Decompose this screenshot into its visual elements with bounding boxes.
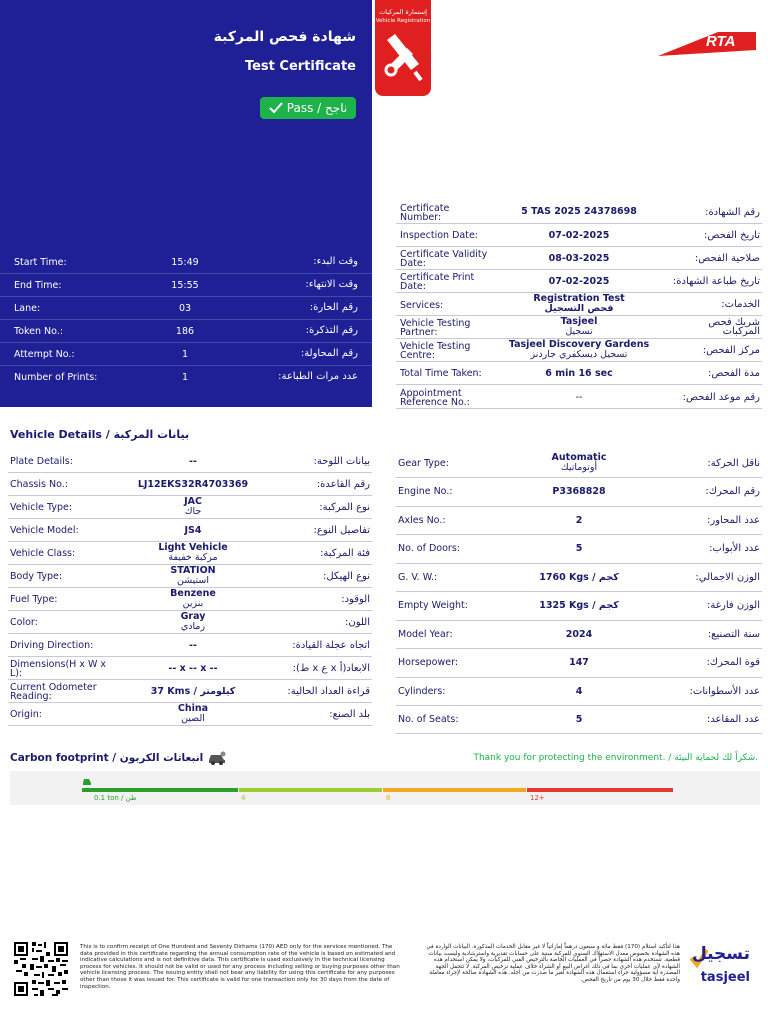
vehicle-row [396, 535, 762, 564]
time-row-label: Token No.: [14, 326, 64, 337]
vehicle-row-value: 147 [569, 657, 589, 668]
certificate-row-value: 5 TAS 2025 24378698 [521, 206, 637, 217]
vehicle-row-label: Empty Weight: [398, 600, 468, 611]
qr-code [14, 942, 68, 996]
vr-logo-text-ar: إستمارة المركبات [379, 8, 427, 16]
time-row-label-ar: رقم المحاولة: [300, 348, 358, 359]
time-row-label: Attempt No.: [14, 349, 75, 360]
vehicle-row-value: Light Vehicle [158, 542, 228, 553]
vehicle-row [8, 450, 372, 473]
certificate-row-label: Appointment Reference No.: [400, 388, 470, 408]
vehicle-row-value: 37 Kms / كيلومتر [150, 686, 236, 697]
time-row [0, 343, 372, 366]
vehicle-row [8, 565, 372, 588]
vehicle-row-label-ar: الوزن فارغة: [707, 600, 760, 611]
vehicle-row [396, 649, 762, 678]
vehicle-details-heading: Vehicle Details / بيانات المركبة [10, 428, 190, 441]
vehicle-row-label-ar: عدد الأبواب: [709, 543, 760, 554]
rta-logo [658, 26, 758, 58]
certificate-info-table [396, 200, 762, 409]
vehicle-row-value: 5 [575, 543, 583, 554]
vehicle-row-value: JS4 [184, 525, 202, 536]
carbon-footprint-heading [10, 751, 227, 765]
certificate-row-label-ar: شريك فحص المركبات [708, 317, 760, 337]
carbon-thanks-message: Thank you for protecting the environment. / شكراً لك لحماية البيئة. [473, 753, 758, 763]
vehicle-row [8, 588, 372, 611]
disclaimer-ar: هذا لتأكيد استلام (170) فقط مائة و سبعون درهماً إماراتياً لا غير مقابل الخدمات المذكورة. البيانات الواردة في هذه الشهادة بخصوص معدل الاستهلاك السنوي للمركبة مبنية على حسابات تقديرية واسترشادية وليست بيانات قطعية. تستخدم هذه الشهادة حصراً في العمليات الخاصة بالترخيص الفني للمركبات، ولا يمكن استخدام هذه الشهادة لأي عمليات أخرى بما في ذلك أغراض البيع أو الشراء خلاف عملية ترخيص المركبة. لا تتحمل الجهة المصدرة أية مسؤولية جراء استعمال هذه الشهادة لغير ما صدرت من أجله. هذه الشهادة صالحة لإجراء معاملة واحدة فقط خلال 30 يوم من تاريخ الفحص. [426, 944, 680, 983]
vehicle-row-value: LJ12EKS32R4703369 [137, 479, 249, 490]
carbon-scale-label: 0.1 ton / طن [94, 794, 137, 802]
certificate-title-ar: شهادة فحص المركبة [213, 29, 356, 45]
certificate-row [396, 339, 762, 362]
time-row-label: End Time: [14, 280, 62, 291]
vehicle-row-label: Plate Details: [10, 456, 73, 467]
vehicle-row-value: P3368828 [552, 486, 606, 497]
status-badge-label: Pass / ناجح [286, 101, 348, 115]
time-row [0, 320, 372, 343]
vehicle-row-label: No. of Doors: [398, 543, 460, 554]
vehicle-row [8, 680, 372, 703]
vehicle-row-value-ar: استيشن [176, 575, 210, 586]
vehicle-row-label: Engine No.: [398, 486, 453, 497]
vehicle-row [8, 496, 372, 519]
carbon-scale-segment [383, 788, 526, 792]
vehicle-row [396, 621, 762, 649]
vehicle-row-label-ar: بيانات اللوحة: [313, 456, 370, 467]
tasjeel-logo-text-ar: تسجيل [691, 944, 750, 964]
vehicle-row-value-ar: بنزين [182, 598, 204, 609]
certificate-row-label-ar: رقم الشهادة: [705, 207, 760, 218]
vehicle-row-label-ar: فئة المركبة: [320, 548, 370, 559]
vehicle-row-label: Fuel Type: [10, 594, 58, 605]
vehicle-row [396, 507, 762, 535]
vehicle-row-label-ar: عدد المحاور: [707, 515, 760, 526]
vehicle-row-value: 1760 Kgs / كجم [539, 572, 619, 583]
time-row-value: 1 [181, 372, 189, 383]
certificate-row-label-ar: الخدمات: [721, 299, 760, 310]
time-row-label-ar: وقت الانتهاء: [305, 279, 358, 290]
vehicle-row-label: Gear Type: [398, 458, 449, 469]
vehicle-row-value: 1325 Kgs / كجم [539, 600, 619, 611]
time-row [0, 297, 372, 320]
vehicle-registration-logo [375, 0, 431, 96]
vehicle-row [8, 473, 372, 496]
certificate-row [396, 293, 762, 316]
vehicle-row [8, 634, 372, 657]
vehicle-row-label-ar: الوقود: [341, 594, 370, 605]
certificate-row-label: Certificate Number: [400, 203, 450, 223]
vehicle-row-value: Automatic [551, 452, 607, 463]
certificate-row-label: Vehicle Testing Centre: [400, 341, 471, 361]
certificate-row [396, 362, 762, 385]
certificate-row-label-ar: مدة الفحص: [708, 368, 760, 379]
vehicle-row [8, 657, 372, 680]
vehicle-row-value: Benzene [170, 588, 216, 599]
certificate-row-label-ar: تاريخ الفحص: [703, 230, 760, 241]
vehicle-details-left-table [8, 450, 372, 726]
vehicle-row [396, 450, 762, 478]
tasjeel-logo-text-en: tasjeel [700, 970, 750, 985]
vr-logo-text-en: Vehicle Registration [375, 18, 431, 24]
vehicle-row-label-ar: ناقل الحركة: [707, 458, 760, 469]
vehicle-row-value: 4 [575, 686, 583, 697]
car-marker-icon [82, 777, 92, 786]
vehicle-row [8, 703, 372, 726]
vehicle-row-label: Horsepower: [398, 657, 459, 668]
tasjeel-logo [690, 944, 760, 998]
vehicle-details-right-table [396, 450, 762, 734]
certificate-row-value-ar: تسجيل [565, 326, 593, 337]
time-info-table [0, 251, 372, 389]
vehicle-row-value: JAC [184, 496, 202, 507]
certificate-row-label: Services: [400, 300, 444, 311]
vehicle-row-label-ar: رقم المحرك: [705, 486, 760, 497]
certificate-row-value: -- [575, 392, 583, 403]
vehicle-row-label-ar: تفاصيل النوع: [313, 525, 370, 536]
vehicle-row [396, 706, 762, 734]
vehicle-row-label: Cylinders: [398, 686, 446, 697]
vehicle-row-label-ar: اللون: [344, 617, 370, 628]
status-badge [260, 97, 356, 119]
vehicle-row-value-ar: جاك [184, 506, 202, 517]
vehicle-row-value: -- x -- x -- [168, 663, 218, 674]
vehicle-row [396, 678, 762, 706]
certificate-row-value: Tasjeel [560, 316, 598, 327]
certificate-row-label-ar: تاريخ طباعة الشهادة: [672, 276, 760, 287]
vehicle-row-label: Vehicle Model: [10, 525, 79, 536]
vehicle-row-label-ar: نوع المركبة: [319, 502, 370, 513]
vehicle-row [396, 592, 762, 621]
carbon-scale-segment [82, 788, 238, 792]
certificate-row-value: 08-03-2025 [548, 253, 610, 264]
vehicle-row-label: Driving Direction: [10, 640, 94, 651]
vehicle-row-value: 2024 [565, 629, 593, 640]
vehicle-row-label-ar: بلد الصنع: [329, 709, 370, 720]
vehicle-row-label: G. V. W.: [398, 572, 438, 583]
vehicle-row-value-ar: أوتوماتيك [560, 462, 598, 473]
vehicle-row-value: 5 [575, 714, 583, 725]
time-row-value: 03 [178, 303, 192, 314]
time-row-label-ar: رقم الحارة: [309, 302, 358, 313]
certificate-row-label-ar: مركز الفحص: [702, 345, 760, 356]
certificate-row-value: Tasjeel Discovery Gardens [508, 339, 650, 350]
time-row-label: Number of Prints: [14, 372, 98, 383]
vehicle-row-value: China [177, 703, 209, 714]
carbon-scale-segment [239, 788, 382, 792]
time-row [0, 274, 372, 297]
certificate-row-label-ar: رقم موعد الفحص: [682, 392, 760, 403]
carbon-scale-label: 12+ [530, 794, 545, 802]
certificate-row-label: Certificate Print Date: [400, 272, 475, 292]
certificate-row [396, 247, 762, 270]
vehicle-row-value-ar: رمادي [180, 621, 206, 632]
vehicle-row-value: STATION [170, 565, 216, 576]
vehicle-row-value: -- [189, 640, 197, 651]
certificate-row-value: 6 min 16 sec [545, 368, 613, 379]
vehicle-row-label-ar: قوة المحرك: [706, 657, 760, 668]
vehicle-row [396, 564, 762, 592]
time-row-label: Start Time: [14, 257, 67, 268]
certificate-row [396, 270, 762, 293]
time-row-value: 15:49 [171, 257, 199, 268]
time-row-value: 15:55 [171, 280, 199, 291]
rta-logo-text: RTA [706, 33, 736, 50]
vehicle-row-label-ar: عدد الأسطوانات: [689, 686, 760, 697]
vehicle-row-label: Axles No.: [398, 515, 446, 526]
carbon-scale-label: 4 [241, 794, 246, 802]
vehicle-row [8, 611, 372, 634]
certificate-row [396, 200, 762, 224]
certificate-row [396, 224, 762, 247]
vehicle-row-label: Vehicle Type: [10, 502, 73, 513]
vehicle-row-value: Gray [180, 611, 206, 622]
certificate-row-label: Total Time Taken: [400, 368, 482, 379]
certificate-row [396, 385, 762, 409]
vehicle-row-value: 2 [575, 515, 583, 526]
certificate-row-label: Vehicle Testing Partner: [400, 318, 471, 338]
vehicle-row-label-ar: نوع الهيكل: [322, 571, 370, 582]
certificate-row-label: Inspection Date: [400, 230, 478, 241]
vehicle-row-label: Model Year: [398, 629, 453, 640]
certificate-row [396, 316, 762, 339]
certificate-row-value: 07-02-2025 [548, 276, 610, 287]
time-row [0, 366, 372, 389]
vehicle-row [8, 519, 372, 542]
time-row-label-ar: عدد مرات الطباعة: [278, 371, 358, 382]
vehicle-row-label-ar: سنة التصنيع: [707, 629, 760, 640]
vehicle-row-label-ar: اتجاه عجلة القيادة: [292, 640, 370, 651]
certificate-row-value-ar: فحص التسجيل [544, 303, 614, 314]
certificate-row-value: 07-02-2025 [548, 230, 610, 241]
time-row-label: Lane: [14, 303, 41, 314]
carbon-scale-label: 8 [386, 794, 391, 802]
carbon-scale [10, 771, 760, 805]
vehicle-row-label: Vehicle Class: [10, 548, 76, 559]
vehicle-row-label: Body Type: [10, 571, 63, 582]
vehicle-row [8, 542, 372, 565]
check-icon [269, 102, 283, 114]
vehicle-row [396, 478, 762, 507]
vehicle-row-label-ar: عدد المقاعد: [706, 714, 760, 725]
time-row-value: 186 [175, 326, 195, 337]
wrench-icon [381, 30, 425, 84]
certificate-row-label: Certificate Validity Date: [400, 249, 488, 269]
certificate-title-en: Test Certificate [244, 59, 356, 74]
time-row-value: 1 [181, 349, 189, 360]
time-row-label-ar: رقم التذكرة: [305, 325, 358, 336]
vehicle-row-label: Current Odometer Reading: [10, 682, 97, 702]
vehicle-row-label-ar: رقم القاعدة: [316, 479, 370, 490]
vehicle-row-label: No. of Seats: [398, 714, 459, 725]
certificate-row-value-ar: تسجيل ديسكفري جاردنز [530, 349, 628, 360]
vehicle-row-label: Chassis No.: [10, 479, 68, 490]
vehicle-row-label: Color: [10, 617, 38, 628]
disclaimer-en: This is to confirm receipt of One Hundred and Seventy Dirhams (170) AED only for the services mentioned. The data provided in this certificate regarding the annual consumption rate of the vehicle is based on estimated and indicative calculations and is not definitive data. This certificate is used exclusively in the technical licensing process for vehicles. It should not be valid or used for any process including selling or buying purposes other than vehicle licensing process. The issuing entity shall not bear any liability for using this certificate for any purposes other than those it was issued for. This certificate is valid for one transaction only for 30 days from the date of inspection. [80, 944, 400, 990]
time-row [0, 251, 372, 274]
time-row-label-ar: وقت البدء: [313, 256, 358, 267]
vehicle-row-value-ar: الصين [181, 713, 205, 724]
vehicle-row-value-ar: مركبة خفيفة [168, 552, 218, 563]
carbon-scale-segment [527, 788, 673, 792]
certificate-row-label-ar: صلاحية الفحص: [694, 253, 760, 264]
vehicle-row-value: -- [189, 456, 197, 467]
certificate-row-value: Registration Test [533, 293, 625, 304]
carbon-footprint-title: Carbon footprint / انبعاثات الكربون [10, 752, 204, 764]
vehicle-row-label-ar: قراءة العداد الحالية: [287, 686, 370, 697]
vehicle-row-label: Origin: [10, 709, 42, 720]
vehicle-row-label-ar: الوزن الاجمالي: [695, 572, 760, 583]
car-icon [207, 751, 227, 765]
vehicle-row-label-ar: الابعاد(أ x ع x ط): [292, 663, 370, 674]
vehicle-row-label: Dimensions(H x W x L): [10, 659, 106, 679]
